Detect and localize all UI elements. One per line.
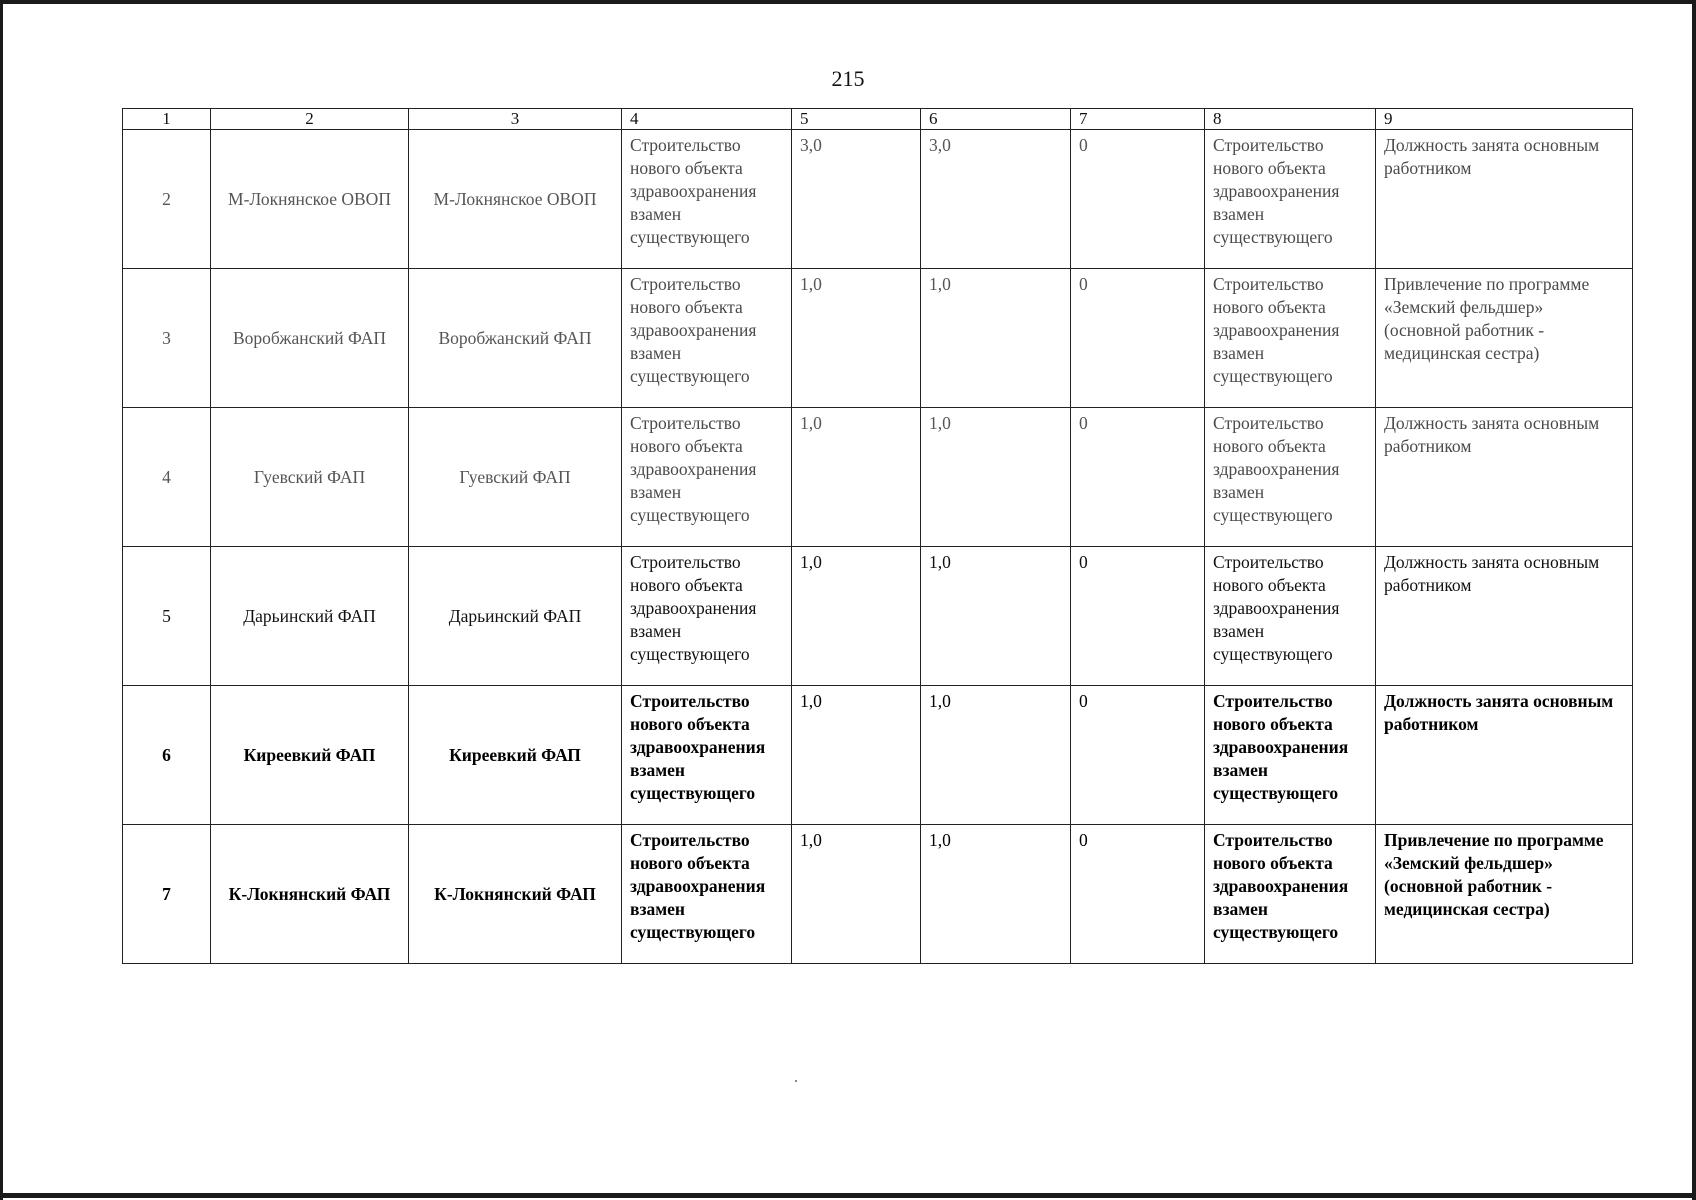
row-number: 4 bbox=[123, 408, 211, 547]
column-header: 3 bbox=[409, 109, 622, 130]
column-header: 4 bbox=[622, 109, 792, 130]
measure-description: Строительство нового объекта здравоохранения взамен существующего bbox=[1205, 408, 1376, 547]
planned-work: Строительство нового объекта здравоохранения взамен существующего bbox=[622, 408, 792, 547]
staffing-note: Должность занята основным работником bbox=[1376, 547, 1633, 686]
table-row bbox=[123, 130, 1633, 269]
value-col7: 0 bbox=[1071, 547, 1205, 686]
scan-edge-left bbox=[0, 0, 3, 1200]
value-col5: 1,0 bbox=[792, 408, 921, 547]
facility-name: Киреевкий ФАП bbox=[211, 686, 409, 825]
column-header: 5 bbox=[792, 109, 921, 130]
staffing-note: Должность занята основным работником bbox=[1376, 130, 1633, 269]
measure-description: Строительство нового объекта здравоохранения взамен существующего bbox=[1205, 269, 1376, 408]
row-number: 2 bbox=[123, 130, 211, 269]
value-col7: 0 bbox=[1071, 825, 1205, 964]
staffing-note: Привлечение по программе «Земский фельдшер» (основной работник - медицинская сестра) bbox=[1376, 269, 1633, 408]
scan-edge-bottom bbox=[0, 1193, 1696, 1198]
column-header: 6 bbox=[921, 109, 1071, 130]
planned-work: Строительство нового объекта здравоохранения взамен существующего bbox=[622, 269, 792, 408]
object-name: К-Локнянский ФАП bbox=[409, 825, 622, 964]
facility-name: М-Локнянское ОВОП bbox=[211, 130, 409, 269]
row-number: 5 bbox=[123, 547, 211, 686]
facility-name: Воробжанский ФАП bbox=[211, 269, 409, 408]
value-col5: 1,0 bbox=[792, 269, 921, 408]
table-row bbox=[123, 547, 1633, 686]
column-header: 1 bbox=[123, 109, 211, 130]
value-col5: 1,0 bbox=[792, 825, 921, 964]
facility-name: Дарьинский ФАП bbox=[211, 547, 409, 686]
value-col5: 1,0 bbox=[792, 547, 921, 686]
value-col5: 1,0 bbox=[792, 686, 921, 825]
table-header-row bbox=[123, 109, 1633, 130]
planned-work: Строительство нового объекта здравоохранения взамен существующего bbox=[622, 686, 792, 825]
column-header: 8 bbox=[1205, 109, 1376, 130]
object-name: Дарьинский ФАП bbox=[409, 547, 622, 686]
table-row bbox=[123, 825, 1633, 964]
facility-name: Гуевский ФАП bbox=[211, 408, 409, 547]
value-col6: 1,0 bbox=[921, 686, 1071, 825]
table-row bbox=[123, 686, 1633, 825]
column-header: 7 bbox=[1071, 109, 1205, 130]
value-col7: 0 bbox=[1071, 269, 1205, 408]
row-number: 7 bbox=[123, 825, 211, 964]
measure-description: Строительство нового объекта здравоохранения взамен существующего bbox=[1205, 547, 1376, 686]
facility-name: К-Локнянский ФАП bbox=[211, 825, 409, 964]
value-col7: 0 bbox=[1071, 408, 1205, 547]
staffing-note: Должность занята основным работником bbox=[1376, 408, 1633, 547]
planned-work: Строительство нового объекта здравоохранения взамен существующего bbox=[622, 547, 792, 686]
table-row bbox=[123, 408, 1633, 547]
facility-table bbox=[122, 108, 1633, 964]
page-number: 215 bbox=[831, 66, 865, 91]
scan-edge-top bbox=[0, 0, 1696, 4]
row-number: 3 bbox=[123, 269, 211, 408]
value-col7: 0 bbox=[1071, 130, 1205, 269]
object-name: М-Локнянское ОВОП bbox=[409, 130, 622, 269]
table-row bbox=[123, 269, 1633, 408]
value-col7: 0 bbox=[1071, 686, 1205, 825]
staffing-note: Привлечение по программе «Земский фельдшер» (основной работник - медицинская сестра) bbox=[1376, 825, 1633, 964]
scan-edge-right bbox=[1692, 0, 1696, 1200]
value-col6: 1,0 bbox=[921, 547, 1071, 686]
staffing-note: Должность занята основным работником bbox=[1376, 686, 1633, 825]
object-name: Киреевкий ФАП bbox=[409, 686, 622, 825]
measure-description: Строительство нового объекта здравоохранения взамен существующего bbox=[1205, 130, 1376, 269]
measure-description: Строительство нового объекта здравоохранения взамен существующего bbox=[1205, 686, 1376, 825]
column-header: 2 bbox=[211, 109, 409, 130]
object-name: Воробжанский ФАП bbox=[409, 269, 622, 408]
scan-speck bbox=[795, 1080, 797, 1082]
value-col6: 1,0 bbox=[921, 269, 1071, 408]
object-name: Гуевский ФАП bbox=[409, 408, 622, 547]
value-col6: 1,0 bbox=[921, 825, 1071, 964]
value-col6: 1,0 bbox=[921, 408, 1071, 547]
planned-work: Строительство нового объекта здравоохранения взамен существующего bbox=[622, 130, 792, 269]
row-number: 6 bbox=[123, 686, 211, 825]
value-col6: 3,0 bbox=[921, 130, 1071, 269]
planned-work: Строительство нового объекта здравоохранения взамен существующего bbox=[622, 825, 792, 964]
measure-description: Строительство нового объекта здравоохранения взамен существующего bbox=[1205, 825, 1376, 964]
value-col5: 3,0 bbox=[792, 130, 921, 269]
column-header: 9 bbox=[1376, 109, 1633, 130]
